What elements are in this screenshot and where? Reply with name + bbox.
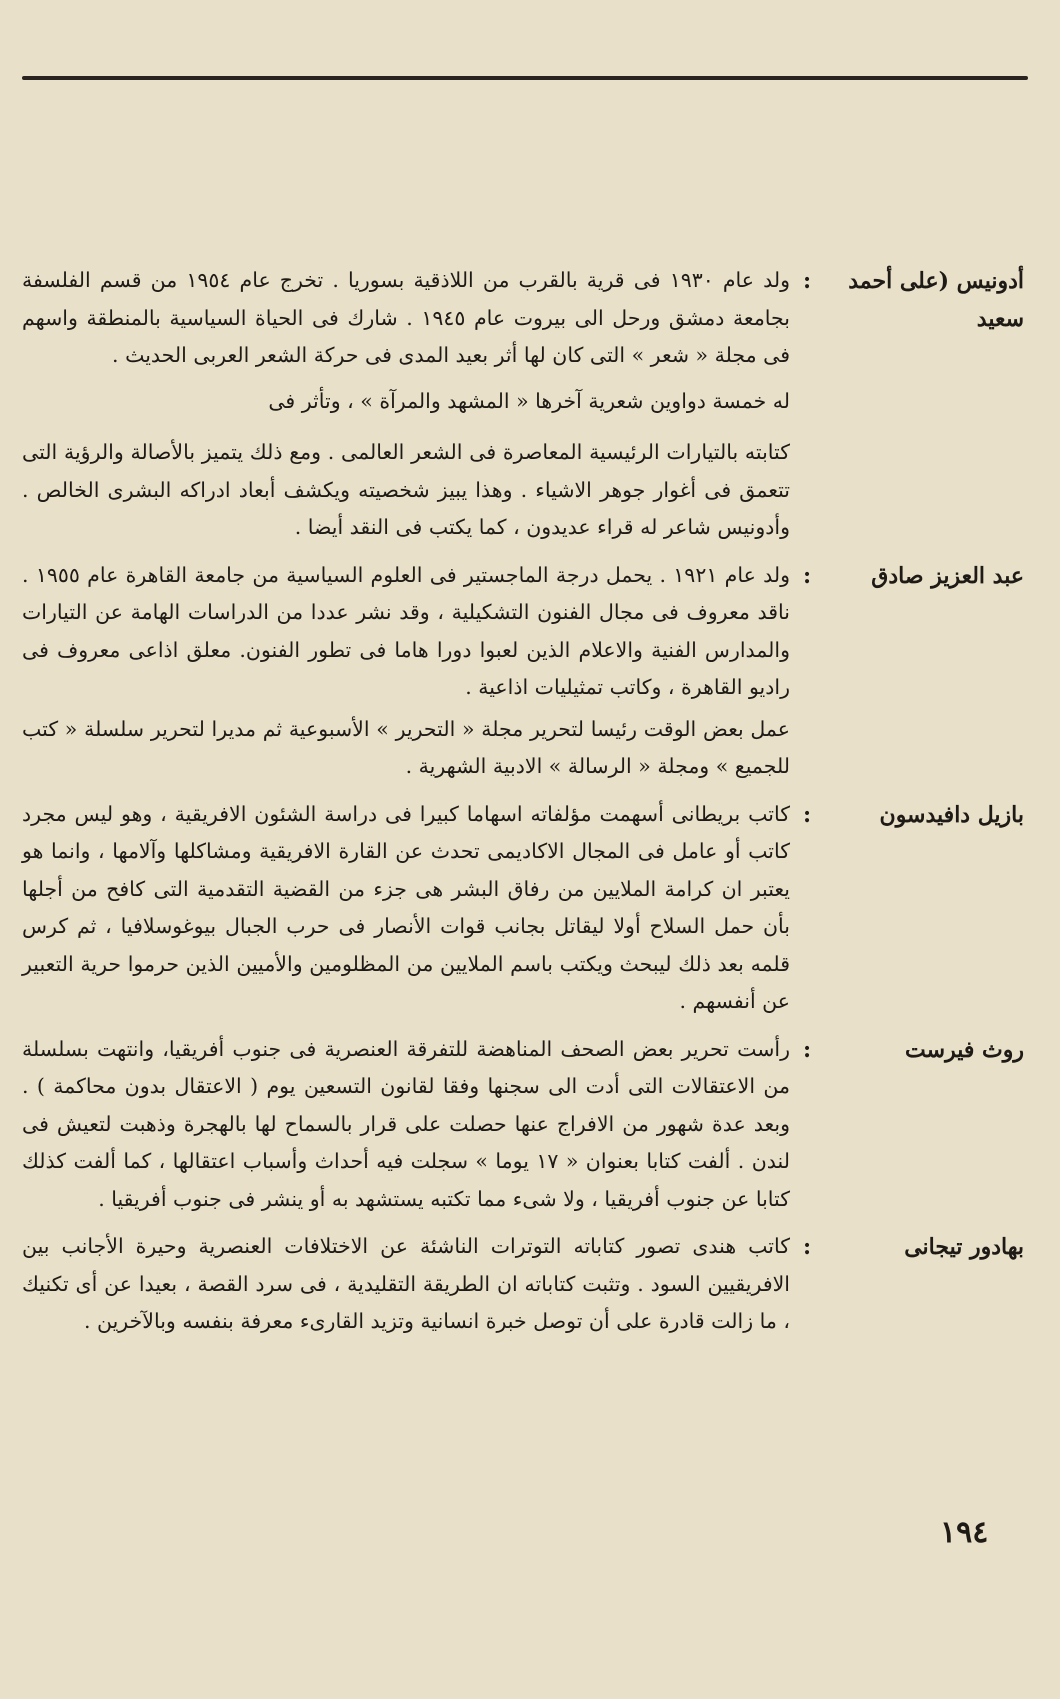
entry-bahadur-tejani bbox=[22, 1228, 1030, 1345]
entry-paragraph: كاتب هندى تصور كتاباته التوترات الناشئة عن الاختلافات العنصرية وحيرة الأجانب بين الافريقيين السود . وتثبت كتاباته ان الطريقة التقليدية ، فى سرد القصة ، بعيدا عن أى تكنيك ، ما زالت قادرة على أن توصل خبرة انسانية وتزيد القارىء معرفة بنفسه وبالآخرين . bbox=[22, 1234, 790, 1333]
entry-paragraph: رأست تحرير بعض الصحف المناهضة للتفرقة العنصرية فى جنوب أفريقيا، وانتهت بسلسلة من الاعتقالات التى أدت الى سجنها وفقا لقانون التسعين يوم ( الاعتقال بدون محاكمة ) . وبعد عدة شهور من الافراج عنها حصلت على قرار بالسماح لها بالهجرة وذهبت لتعيش فى لندن . ألفت كتابا بعنوان « ١٧ يوما » سجلت فيه أحداث وأسباب اعتقالها ، كما ألفت كذلك كتابا عن جنوب أفريقيا ، ولا شىء مما تكتبه يستشهد به أو ينشر فى جنوب أفريقيا . bbox=[22, 1036, 790, 1211]
entry-name: أدونيس (على أحمد سعيد bbox=[848, 268, 1024, 332]
entry-adonis bbox=[22, 262, 1030, 551]
entry-colon: : bbox=[802, 1234, 812, 1260]
entry-body bbox=[22, 557, 790, 790]
entry-paragraph: ولد عام ١٩٢١ . يحمل درجة الماجستير فى العلوم السياسية من جامعة القاهرة عام ١٩٥٥ . ناقد معروف فى مجال الفنون التشكيلية ، وقد نشر عددا من الدراسات الهامة عن التيارات والمدارس الفنية والاعلام الذين لعبوا دورا هاما فى تطور الفنون. معلق اذاعى معروف فى راديو القاهرة ، وكاتب تمثيليات اذاعية . bbox=[22, 562, 790, 699]
header-rule bbox=[22, 76, 1028, 80]
entry-colon: : bbox=[802, 801, 812, 828]
entry-ruth-first bbox=[22, 1031, 1030, 1223]
entry-paragraph: كاتب بريطانى أسهمت مؤلفاته اسهاما كبيرا فى دراسة الشئون الافريقية ، وهو ليس مجرد كاتب أو عامل فى المجال الاكاديمى تحدث عن القارة الافريقية ومشاكلها وآلامها ، وانما هو يعتبر ان كرامة الملايين من رفاق البشر هى جزء من القضية التقدمية التى كافح من أجلها بأن حمل السلاح أولا ليقاتل بجانب قوات الأنصار فى حرب الجبال بيوغوسلافيا ، ثم كرس قلمه بعد ذلك ليبحث ويكتب باسم الملايين من المظلومين والأميين الذين حرموا حرية التعبير عن أنفسهم . bbox=[22, 801, 790, 1013]
entry-body bbox=[22, 1228, 790, 1345]
page-number: ١٩٤ bbox=[940, 1515, 989, 1550]
entry-abdelaziz-sadek bbox=[22, 557, 1030, 790]
entry-colon: : bbox=[802, 562, 812, 589]
entry-body bbox=[22, 1031, 790, 1223]
entry-paragraph: ولد عام ١٩٣٠ فى قرية بالقرب من اللاذقية بسوريا . تخرج عام ١٩٥٤ من قسم الفلسفة بجامعة دمشق ورحل الى بيروت عام ١٩٤٥ . شارك فى الحياة السياسية بالمنطقة واسهم فى مجلة « شعر » التى كان لها أثر بعيد المدى فى حركة الشعر العربى الحديث . bbox=[22, 268, 790, 367]
entry-paragraph: له خمسة دواوين شعرية آخرها « المشهد والمرآة » ، وتأثر فى bbox=[268, 388, 790, 413]
entry-body bbox=[22, 796, 790, 1025]
entry-name: بازيل دافيدسون bbox=[879, 801, 1024, 828]
entry-body bbox=[22, 262, 790, 551]
entry-colon: : bbox=[802, 1036, 812, 1063]
entry-name: روث فيرست bbox=[905, 1036, 1024, 1063]
entry-name: بهادور تيجانى bbox=[904, 1234, 1024, 1260]
entry-paragraph: كتابته بالتيارات الرئيسية المعاصرة فى الشعر العالمى . ومع ذلك يتميز بالأصالة والرؤية التى تتعمق فى أغوار جوهر الاشياء . وهذا يبيز شخصيته ويكشف أبعاد ادراكه البشرى الخالص . وأدونيس شاعر له قراء عديدون ، كما يكتب فى النقد أيضا . bbox=[22, 440, 790, 539]
entry-paragraph: عمل بعض الوقت رئيسا لتحرير مجلة « التحرير » الأسبوعية ثم مديرا لتحرير سلسلة « كتب للجميع » ومجلة « الرسالة » الادبية الشهرية . bbox=[22, 716, 790, 778]
entry-basil-davidson bbox=[22, 796, 1030, 1025]
entry-name: عبد العزيز صادق bbox=[871, 562, 1024, 589]
entry-colon: : bbox=[802, 268, 812, 294]
biography-list bbox=[22, 262, 1030, 1351]
